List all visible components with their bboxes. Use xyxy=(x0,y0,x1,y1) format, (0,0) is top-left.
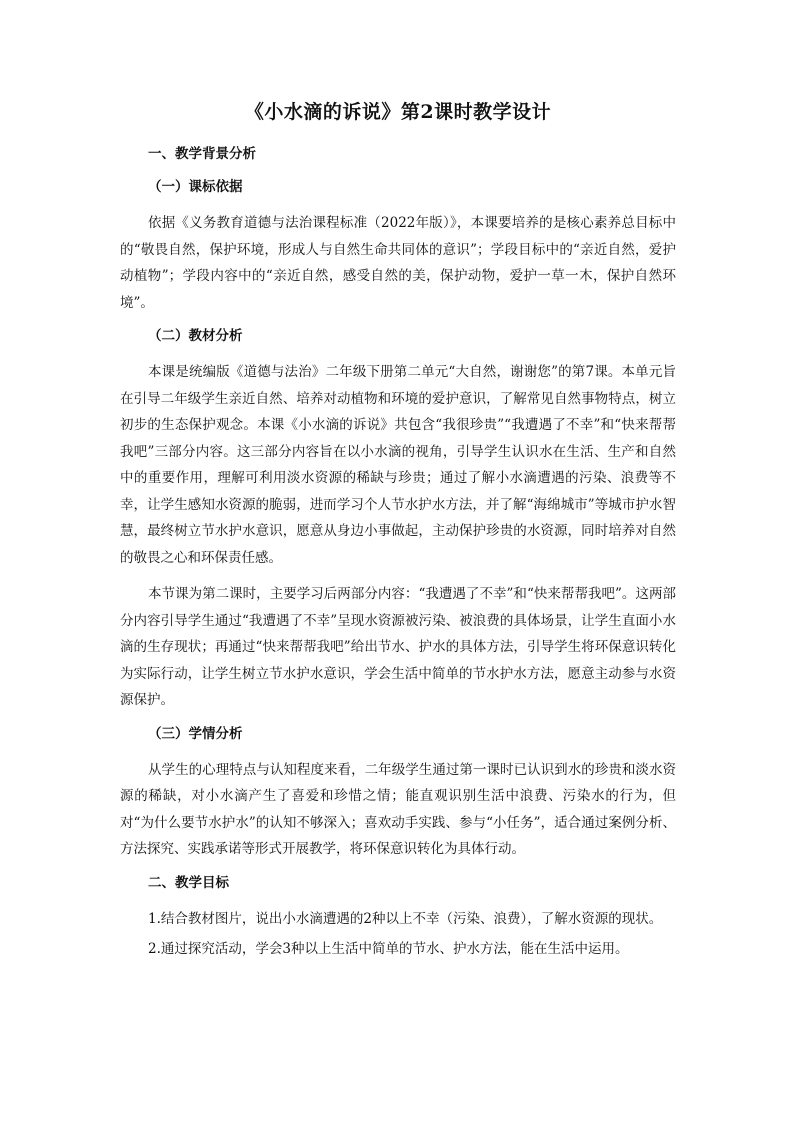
subsection-heading-students: （三）学情分析 xyxy=(148,725,243,742)
subsection-heading-curriculum: （一）课标依据 xyxy=(148,179,243,195)
section-heading-background: 一、教学背景分析 xyxy=(148,146,256,162)
document-page xyxy=(120,98,676,967)
objective-item-1: 1.结合教材图片，说出小水滴遭遇的2种以上不幸（污染、浪费），了解水资源的现状。 xyxy=(148,910,663,927)
paragraph-curriculum: 依据《义务教育道德与法治课程标准（2022年版）》，本课要培养的是核心素养总目标中的“敬畏自然，保护环境，形成人与自然生命共同体的意识”；学段目标中的“亲近自然，爱护动植物”；学段内容中的“亲近自然，感受自然的美，保护动物，爱护一草一木，保护自然环境”。 xyxy=(120,215,676,311)
objective-item-2: 2.通过探究活动，学会3种以上生活中简单的节水、护水方法，能在生活中运用。 xyxy=(148,941,629,957)
paragraph-textbook-1: 本课是统编版《道德与法治》二年级下册第二单元“大自然，谢谢您”的第7课。本单元旨在引导二年级学生亲近自然、培养对动植物和环境的爱护意识，了解常见自然事物特点，树立初步的生态保护观念。本课《小水滴的诉说》共包含“我很珍贵”“我遭遇了不幸”和“快来帮帮我吧”三部分内容。这三部分内容旨在以小水滴的视角，引导学生认识水在生活、生产和自然中的重要作用，理解可利用淡水资源的稀缺与珍贵；通过了解小水滴遭遇的污染、浪费等不幸，让学生感知水资源的脆弱，进而学习个人节水护水方法，并了解“海绵城市”等城市护水智慧，最终树立节水护水意识，愿意从身边小事做起，主动保护珍贵的水资源，同时培养对自然的敬畏之心和环保责任感。 xyxy=(120,364,676,566)
paragraph-students: 从学生的心理特点与认知程度来看，二年级学生通过第一课时已认识到水的珍贵和淡水资源的稀缺，对小水滴产生了喜爱和珍惜之情；能直观识别生活中浪费、污染水的行为，但对“为什么要节水护水”的认知不够深入；喜欢动手实践、参与“小任务”，适合通过案例分析、方法探究、实践承诺等形式开展教学，将环保意识转化为具体行动。 xyxy=(120,761,676,857)
paragraph-textbook-2: 本节课为第二课时，主要学习后两部分内容：“我遭遇了不幸”和“快来帮帮我吧”。这两部分内容引导学生通过“我遭遇了不幸”呈现水资源被污染、被浪费的具体场景，让学生直面小水滴的生存现状；再通过“快来帮帮我吧”给出节水、护水的具体方法，引导学生将环保意识转化为实际行动，让学生树立节水护水意识，学会生活中简单的节水护水方法，愿意主动参与水资源保护。 xyxy=(120,586,676,708)
section-heading-objectives: 二、教学目标 xyxy=(148,874,229,891)
subsection-heading-textbook: （二）教材分析 xyxy=(148,328,243,344)
document-title: 《小水滴的诉说》第2课时教学设计 xyxy=(244,101,552,123)
